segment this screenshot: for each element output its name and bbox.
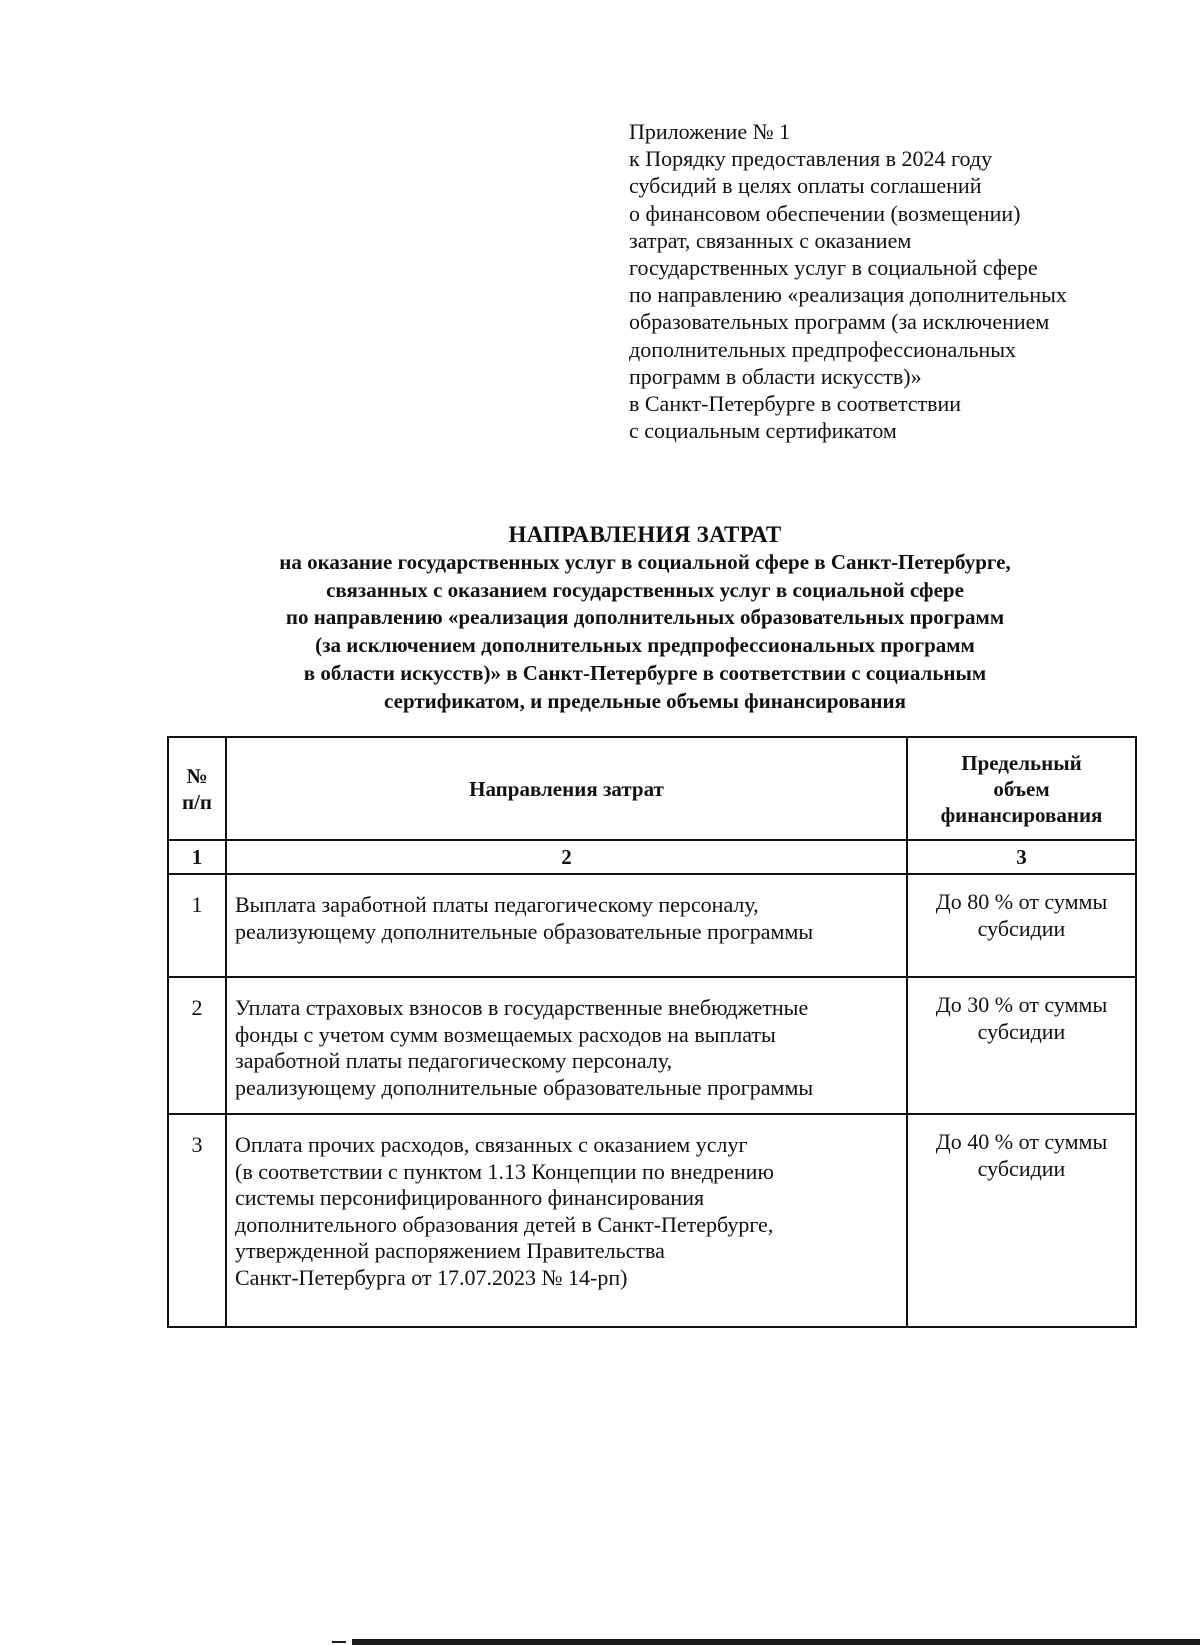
column-number: 1 [168, 840, 226, 874]
row-direction-line: Санкт-Петербурга от 17.07.2023 № 14-рп) [235, 1264, 628, 1290]
column-number: 3 [907, 840, 1136, 874]
row-direction-line: заработной платы педагогическому персоналу, [235, 1048, 673, 1073]
annex-line: субсидий в целях оплаты соглашений [629, 173, 982, 199]
annex-line: по направлению «реализация дополнительных [629, 282, 1067, 308]
document-subtitle-line: по направлению «реализация дополнительных образовательных программ [285, 605, 1005, 630]
annex-line: государственных услуг в социальной сфере [629, 255, 1038, 281]
annex-line: программ в области искусств)» [629, 363, 922, 389]
header-direction [226, 737, 907, 840]
document-subtitle-line: сертификатом, и предельные объемы финансирования [384, 688, 906, 713]
document-subtitle-line: связанных с оказанием государственных услуг в социальной сфере [326, 577, 964, 602]
cost-directions-table [167, 736, 1137, 1328]
row-direction-line: Оплата прочих расходов, связанных с оказанием услуг [235, 1132, 748, 1157]
annex-line: с социальным сертификатом [629, 418, 897, 444]
row-direction-line: фонды с учетом сумм возмещаемых расходов на выплаты [235, 1021, 776, 1047]
scan-edge-tick [332, 1641, 346, 1643]
document-heading [160, 520, 1130, 715]
document-subtitle-line: на оказание государственных услуг в социальной сфере в Санкт-Петербурге, [279, 550, 1011, 574]
header-limit-line: Предельный [961, 750, 1082, 775]
row-direction [226, 977, 907, 1114]
document-subtitle-line: в области искусств)» в Санкт-Петербурге в соответствии с социальным [303, 660, 987, 685]
table-header-row [168, 737, 1136, 840]
row-direction-line: реализующему дополнительные образовательные программы [235, 1074, 814, 1100]
row-direction-line: утвержденной распоряжением Правительства [235, 1238, 665, 1263]
annex-reference-block [629, 118, 1149, 444]
document-subtitle-line: (за исключением дополнительных предпрофессиональных программ [315, 633, 975, 658]
row-direction-line: Уплата страховых взносов в государственные внебюджетные [235, 995, 809, 1020]
row-direction [226, 1114, 907, 1327]
annex-title: Приложение № 1 [629, 119, 791, 144]
header-number-line: № [186, 763, 208, 788]
annex-line: образовательных программ (за исключением [629, 309, 1050, 335]
column-number: 2 [226, 840, 907, 874]
row-number: 3 [168, 1114, 226, 1327]
scan-edge-bar [352, 1639, 1200, 1645]
row-direction-line: дополнительного образования детей в Санкт-Петербурге, [235, 1211, 774, 1237]
header-limit [907, 737, 1136, 840]
row-limit-line: субсидии [977, 915, 1066, 941]
header-number [168, 737, 226, 840]
annex-line: о финансовом обеспечении (возмещении) [629, 200, 1021, 226]
row-limit [907, 874, 1136, 977]
table-row [168, 1114, 1136, 1327]
column-number-row [168, 840, 1136, 874]
row-limit-line: До 30 % от суммы [935, 992, 1108, 1017]
row-limit-line: До 40 % от суммы [935, 1129, 1108, 1154]
row-direction-line: Выплата заработной платы педагогическому персоналу, [235, 892, 759, 917]
row-number: 2 [168, 977, 226, 1114]
header-number-line: п/п [181, 789, 213, 814]
row-direction-line: реализующему дополнительные образовательные программы [235, 918, 814, 944]
row-number: 1 [168, 874, 226, 977]
row-direction [226, 874, 907, 977]
annex-line: в Санкт-Петербурге в соответствии [629, 391, 962, 417]
row-limit-line: До 80 % от суммы [935, 889, 1108, 914]
row-limit-line: субсидии [977, 1018, 1066, 1044]
table-row [168, 977, 1136, 1114]
header-limit-line: объем [993, 776, 1050, 801]
annex-line: затрат, связанных с оказанием [629, 227, 912, 253]
table-row [168, 874, 1136, 977]
row-direction-line: системы персонифицированного финансирования [235, 1185, 705, 1210]
header-limit-line: финансирования [940, 802, 1103, 827]
row-limit [907, 1114, 1136, 1327]
row-direction-line: (в соответствии с пунктом 1.13 Концепции по внедрению [235, 1158, 774, 1184]
annex-line: дополнительных предпрофессиональных [629, 336, 1017, 362]
row-limit-line: субсидии [977, 1155, 1066, 1181]
annex-line: к Порядку предоставления в 2024 году [629, 146, 993, 172]
row-limit [907, 977, 1136, 1114]
document-title: НАПРАВЛЕНИЯ ЗАТРАТ [508, 522, 782, 547]
header-direction-label: Направления затрат [469, 776, 664, 801]
